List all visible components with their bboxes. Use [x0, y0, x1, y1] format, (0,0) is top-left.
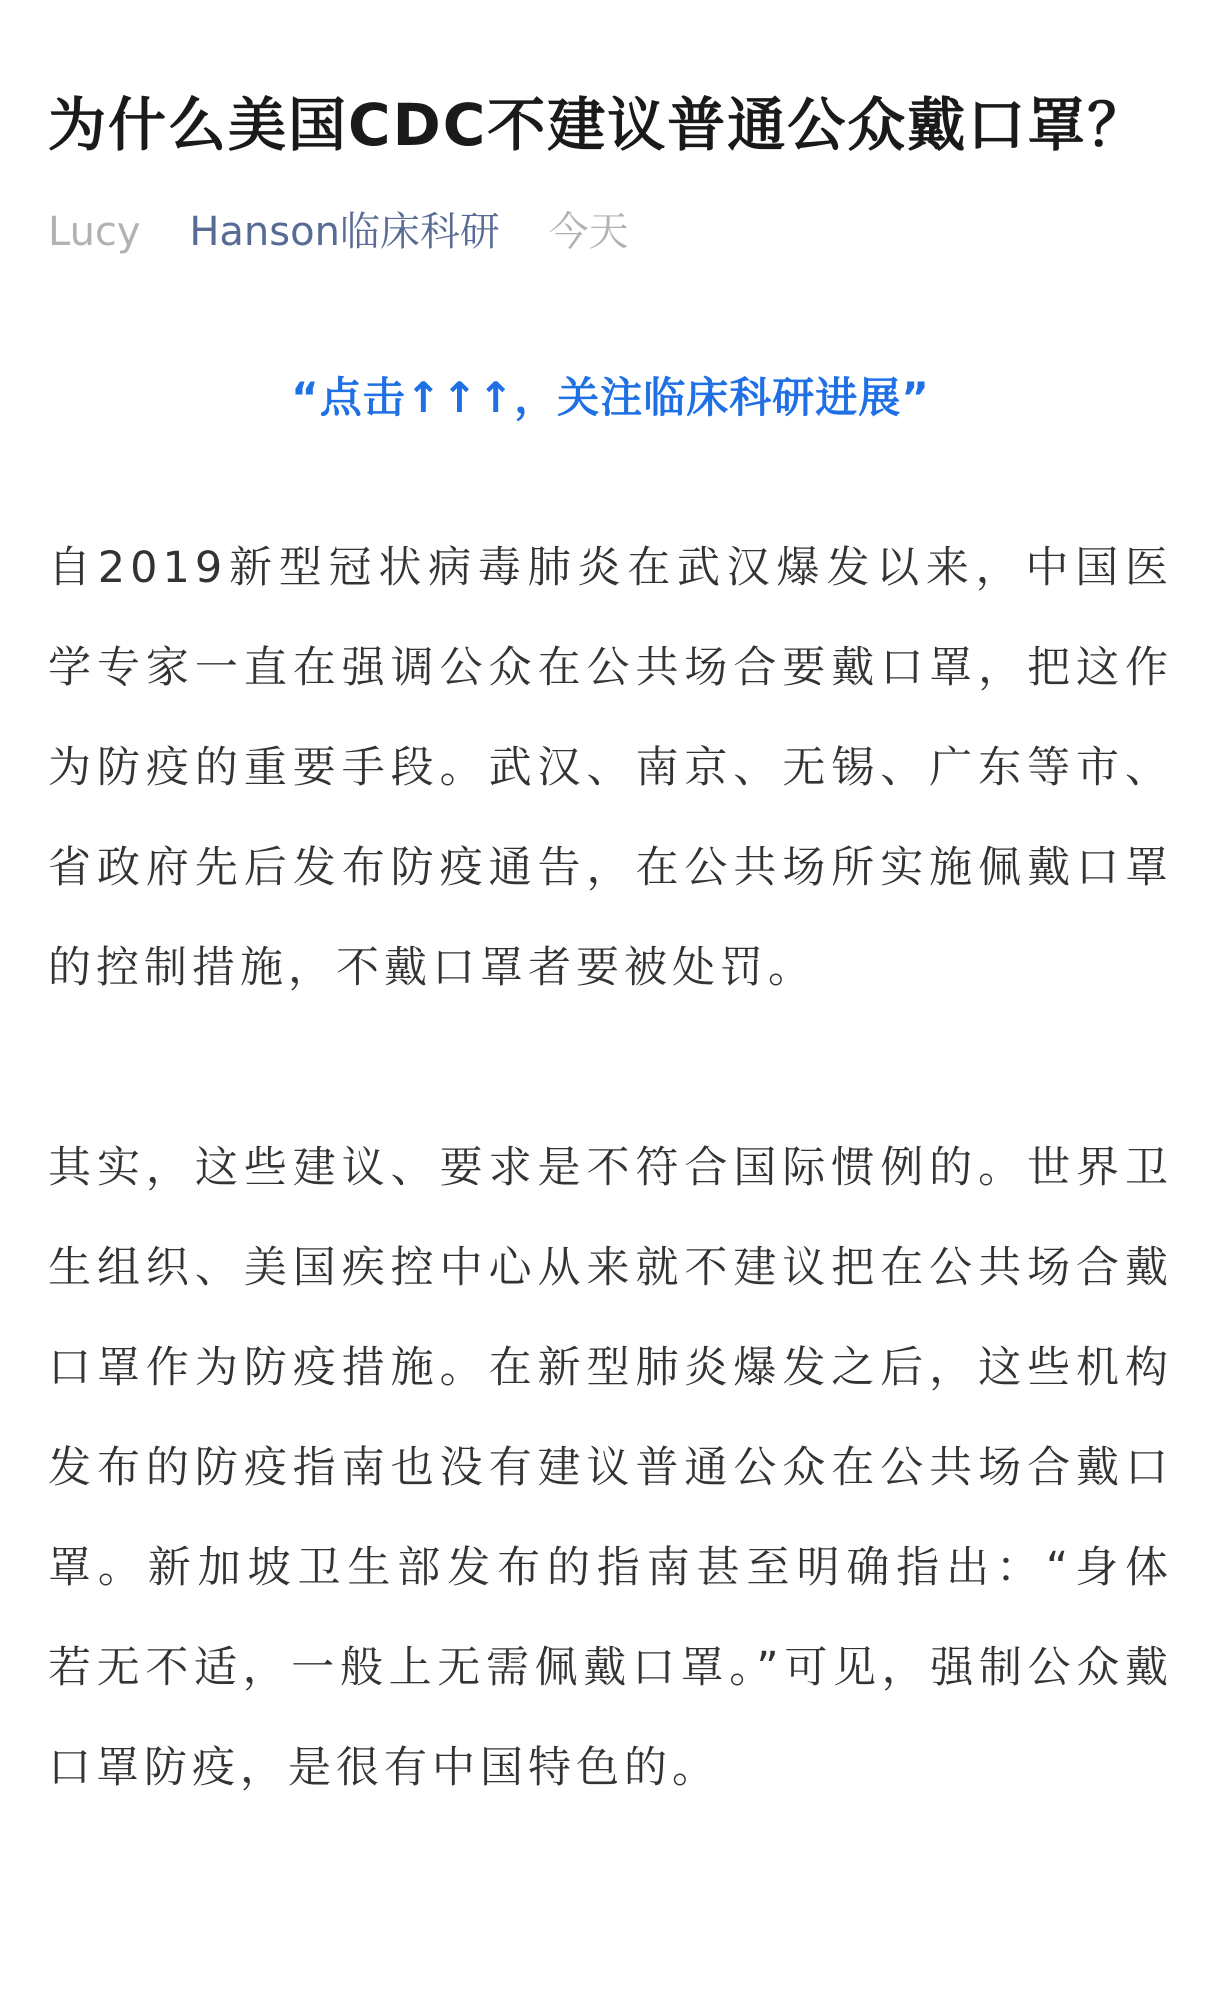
article: [48, 80, 1173, 1818]
author-name: Lucy: [48, 209, 141, 255]
publish-date: 今天: [548, 209, 629, 255]
article-paragraph: 自2019新型冠状病毒肺炎在武汉爆发以来，中国医学专家一直在强调公众在公共场合要戴口罩，把这作为防疫的重要手段。武汉、南京、无锡、广东等市、省政府先后发布防疫通告，在公共场所实施佩戴口罩的控制措施，不戴口罩者要被处罚。: [48, 543, 1173, 993]
follow-promo-text: “点击↑↑↑，关注临床科研进展”: [291, 373, 930, 422]
article-meta: [48, 204, 1173, 260]
article-title: 为什么美国CDC不建议普通公众戴口罩？: [48, 91, 1148, 159]
account-name-link[interactable]: Hanson临床科研: [189, 209, 500, 255]
article-paragraph: 其实，这些建议、要求是不符合国际惯例的。世界卫生组织、美国疾控中心从来就不建议把在公共场合戴口罩作为防疫措施。在新型肺炎爆发之后，这些机构发布的防疫指南也没有建议普通公众在公共场合戴口罩。新加坡卫生部发布的指南甚至明确指出：“身体若无不适，一般上无需佩戴口罩。”可见，强制公众戴口罩防疫，是很有中国特色的。: [48, 1143, 1173, 1793]
